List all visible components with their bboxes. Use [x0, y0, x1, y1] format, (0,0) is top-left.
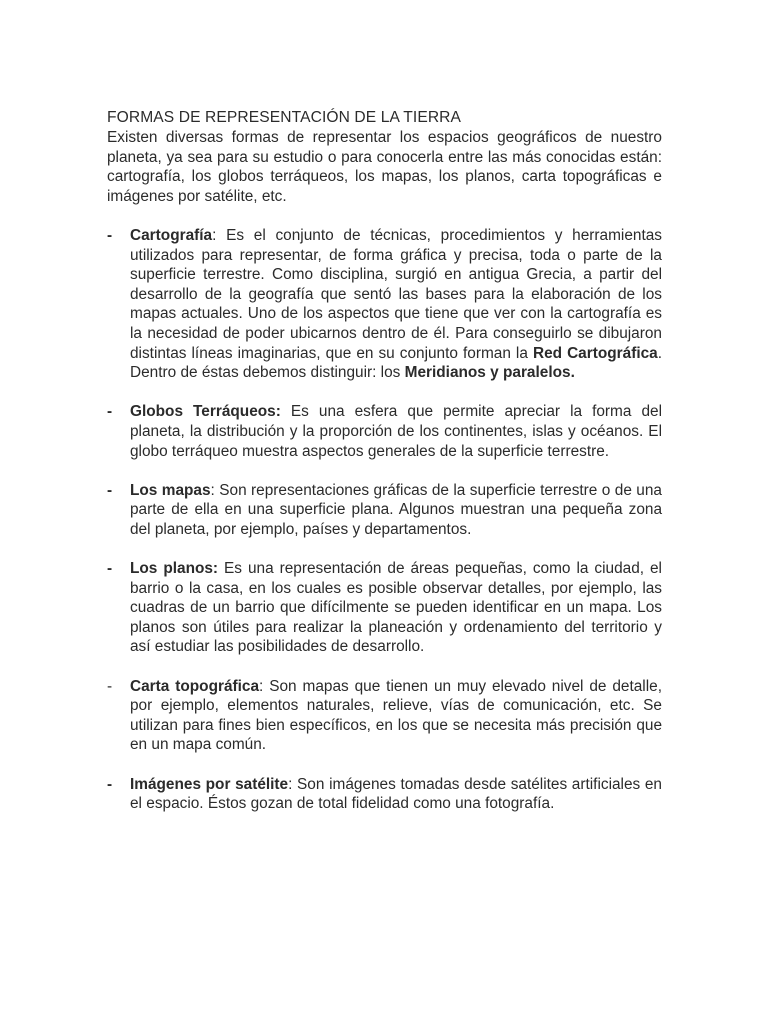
description-cartografia-2: . Dentro de éstas debemos distinguir: los [130, 344, 663, 382]
term-carta-topografica: Carta topográfica [130, 677, 260, 695]
description-carta-topografica: : Son mapas que tienen un muy elevado nivel de detalle, por ejemplo, elementos naturales, relieve, vías de comunicación, etc. Se utilizan para fines bien específicos, en los que se necesita más precisión que en un mapa común. [130, 677, 662, 754]
list-item-planos [107, 559, 662, 657]
term-planos: Los planos: [130, 560, 219, 578]
list-item-text [130, 481, 662, 540]
list-item-globos [107, 402, 662, 461]
term-cartografia: Cartografía [130, 226, 213, 244]
term-mapas: Los mapas [130, 481, 211, 499]
bullet-dash: - [107, 403, 113, 421]
intro-paragraph: Existen diversas formas de representar los espacios geográficos de nuestro planeta, ya sea para su estudio o para conocerla entre las más conocidas están: cartografía, los globos terráqueos, los mapas, los planos, carta topográficas e imágenes por satélite, etc. [107, 129, 662, 205]
bullet-dash: - [107, 560, 113, 578]
list-item-text [130, 677, 662, 755]
term-meridianos-paralelos: Meridianos y paralelos. [404, 364, 575, 382]
list-item-cartografia [107, 226, 662, 383]
list-item-text [130, 559, 662, 657]
term-imagenes-satelite: Imágenes por satélite [130, 775, 289, 793]
list-item-imagenes-satelite [107, 775, 662, 814]
term-red-cartografica: Red Cartográfica [532, 344, 658, 362]
list-item-carta-topografica [107, 677, 662, 755]
list-item-text [130, 775, 662, 814]
description-mapas: : Son representaciones gráficas de la superficie terrestre o de una parte de ella en una superficie plana. Algunos muestran una pequeña zona del planeta, por ejemplo, países y departamentos. [130, 481, 662, 538]
list-item-mapas [107, 481, 662, 540]
document-title: FORMAS DE REPRESENTACIÓN DE LA TIERRA [107, 109, 462, 126]
description-cartografia-1: : Es el conjunto de técnicas, procedimientos y herramientas utilizados para representar, de forma gráfica y precisa, toda o parte de la superficie terrestre. Como disciplina, surgió en antigua Grecia, a partir del desarrollo de la geografía que sentó las bases para la elaboración de los mapas actuales. Uno de los aspectos que tiene que ver con la cartografía es la necesidad de poder ubicarnos dentro de él. Para conseguirlo se dibujaron distintas líneas imaginarias, que en su conjunto forman la [130, 226, 662, 362]
description-imagenes-satelite: : Son imágenes tomadas desde satélites artificiales en el espacio. Éstos gozan de total fidelidad como una fotografía. [130, 775, 662, 813]
list-item-text [130, 226, 662, 383]
bullet-dash: - [107, 677, 113, 695]
description-globos: Es una esfera que permite apreciar la forma del planeta, la distribución y la proporción de los continentes, islas y océanos. El globo terráqueo muestra aspectos generales de la superficie terrestre. [130, 403, 663, 460]
description-planos: Es una representación de áreas pequeñas, como la ciudad, el barrio o la casa, en los cuales es posible observar detalles, por ejemplo, las cuadras de un barrio que difícilmente se pueden identificar en un mapa. Los planos son útiles para realizar la planeación y ordenamiento del territorio y así estudiar las posibilidades de desarrollo. [130, 560, 662, 656]
term-globos: Globos Terráqueos: [130, 403, 281, 421]
bullet-dash: - [107, 226, 113, 244]
list-item-text [130, 402, 662, 461]
bullet-dash: - [107, 481, 113, 499]
bullet-dash: - [107, 775, 113, 793]
